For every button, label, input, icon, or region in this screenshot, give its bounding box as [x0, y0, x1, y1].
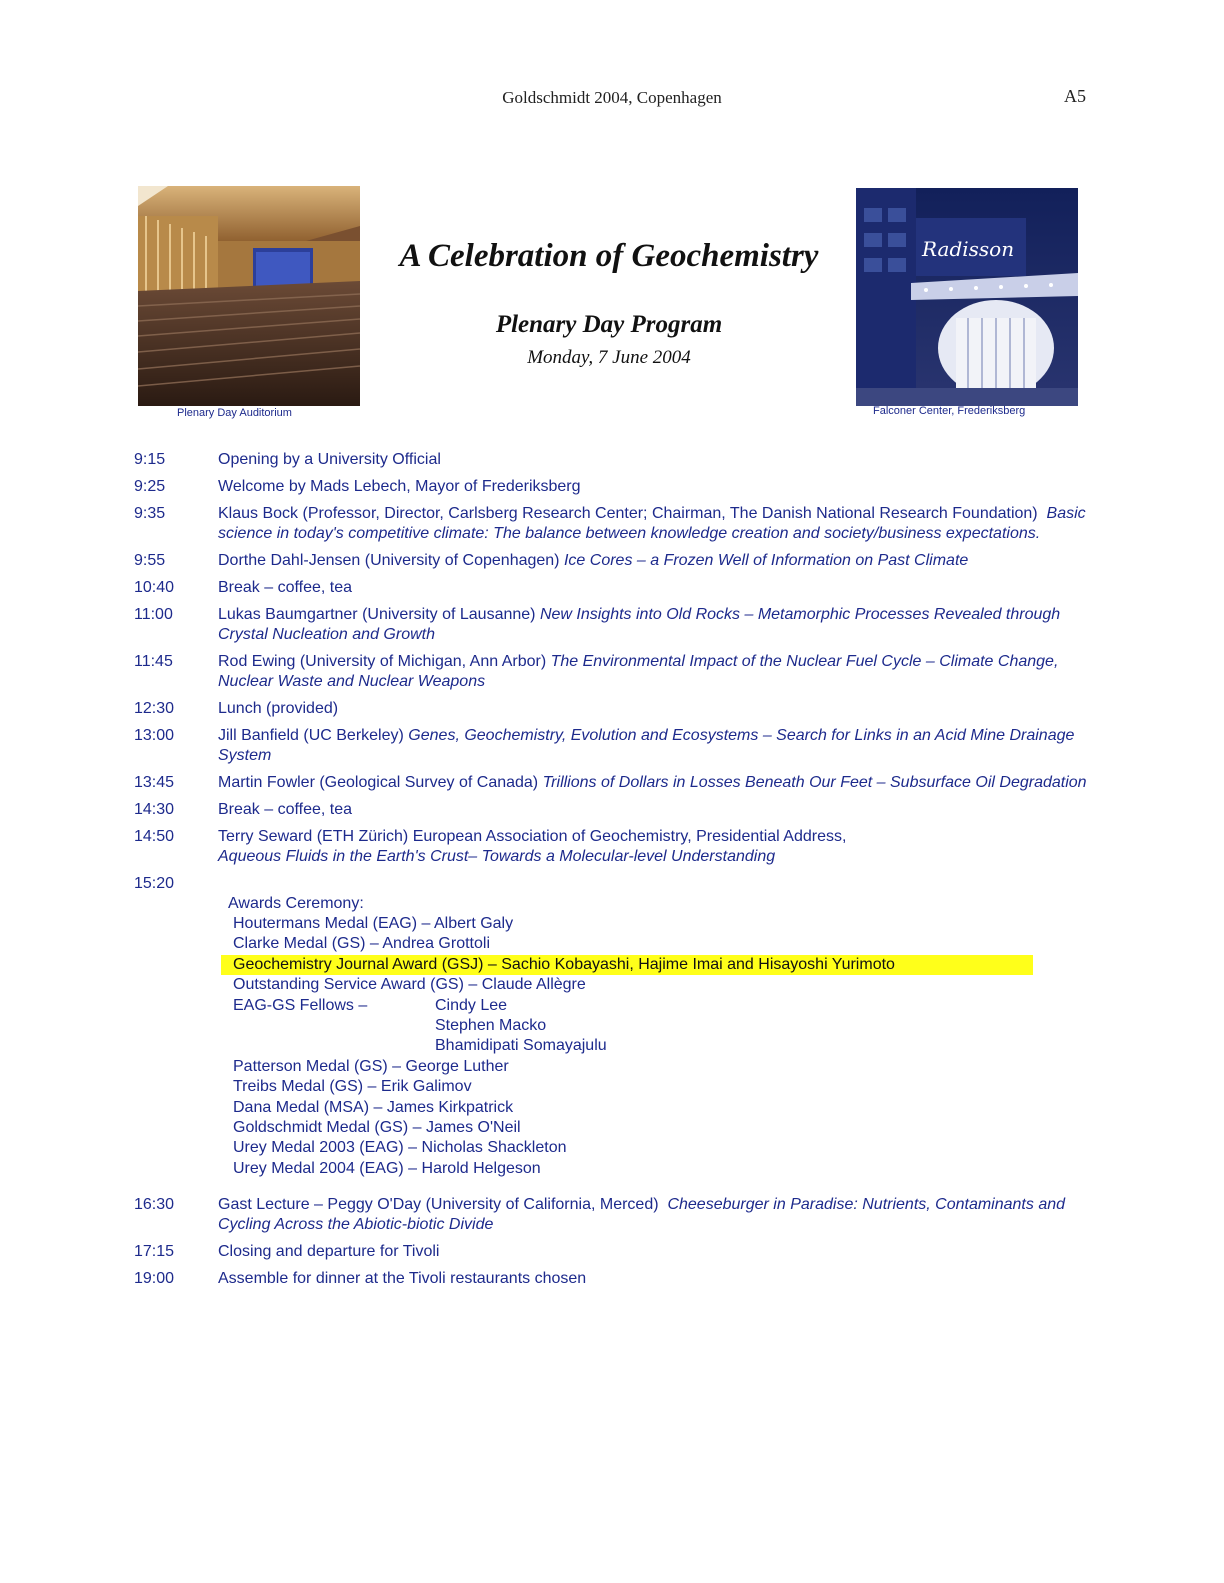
title-block	[360, 238, 858, 369]
speaker: Closing and departure for Tivoli	[218, 1243, 440, 1261]
speaker: Klaus Bock (Professor, Director, Carlsberg Research Center; Chairman, The Danish National Research Foundation)	[218, 505, 1038, 522]
fellow-name: Bhamidipati Somayajulu	[435, 1037, 607, 1055]
radisson-sign: Radisson	[922, 237, 1015, 261]
time: 14:50	[134, 828, 175, 845]
award-item: Outstanding Service Award (GS) – Claude Allègre	[233, 976, 586, 994]
schedule-row	[134, 578, 1094, 598]
schedule-row	[134, 800, 1094, 820]
time: 9:25	[134, 478, 166, 495]
awards-heading: Awards Ceremony:	[228, 895, 364, 912]
schedule-row	[134, 504, 1094, 544]
talk-title: Trillions of Dollars in Losses Beneath Our Feet – Subsurface Oil Degradation	[542, 774, 1087, 791]
speaker: Terry Seward (ETH Zürich) European Association of Geochemistry, Presidential Address,	[218, 828, 847, 845]
talk-title: Cheeseburger in Paradise: Nutrients, Contaminants and Cycling Across the Abiotic-biotic Divide	[218, 1196, 1066, 1234]
speaker: Rod Ewing (University of Michigan, Ann Arbor)	[218, 653, 547, 670]
time: 13:45	[134, 774, 175, 791]
awards-list	[218, 894, 1094, 1179]
speaker: Jill Banfield (UC Berkeley)	[218, 727, 404, 744]
awards-row	[134, 874, 1094, 1179]
running-header: Goldschmidt 2004, Copenhagen	[502, 88, 722, 107]
auditorium-caption: Plenary Day Auditorium	[177, 407, 292, 419]
speaker: Martin Fowler (Geological Survey of Canada)	[218, 774, 539, 791]
schedule-row	[134, 551, 1094, 571]
fellows-label: EAG-GS Fellows –	[233, 996, 368, 1014]
highlighted-award: Geochemistry Journal Award (GSJ) – Sachio Kobayashi, Hajime Imai and Hisayoshi Yurimoto	[221, 955, 1033, 975]
award-item: Dana Medal (MSA) – James Kirkpatrick	[233, 1098, 514, 1116]
time: 14:30	[134, 801, 175, 818]
schedule-row	[134, 699, 1094, 719]
schedule-row	[134, 450, 1094, 470]
time: 11:45	[134, 653, 173, 670]
award-item: Clarke Medal (GS) – Andrea Grottoli	[233, 935, 490, 953]
time: 12:30	[134, 700, 175, 717]
speaker: Break – coffee, tea	[218, 579, 353, 596]
talk-title: The Environmental Impact of the Nuclear Fuel Cycle – Climate Change, Nuclear Waste and Nuclear Weapons	[218, 653, 1059, 690]
award-item: Houtermans Medal (EAG) – Albert Galy	[233, 915, 514, 932]
falconer-caption: Falconer Center, Frederiksberg	[873, 405, 1026, 417]
award-item: Treibs Medal (GS) – Erik Galimov	[233, 1078, 472, 1096]
schedule-row	[134, 1242, 1094, 1262]
main-title: A Celebration of Geochemistry	[399, 238, 819, 274]
time: 9:15	[134, 451, 166, 468]
page-number: A5	[1064, 86, 1086, 106]
time: 16:30	[134, 1196, 175, 1214]
program-schedule	[134, 450, 1094, 1296]
schedule-row	[134, 1269, 1094, 1289]
fellow-name: Cindy Lee	[435, 996, 508, 1014]
talk-title: Basic science in today's competitive climate: The balance between knowledge creation and society/business expectations.	[218, 505, 1086, 542]
schedule-row	[134, 605, 1094, 645]
speaker: Break – coffee, tea	[218, 801, 353, 818]
falconer-center-photo	[856, 188, 1078, 406]
award-item: Urey Medal 2003 (EAG) – Nicholas Shackleton	[233, 1139, 567, 1157]
speaker: Lukas Baumgartner (University of Lausanne)	[218, 606, 536, 623]
schedule-row	[134, 773, 1094, 793]
speaker: Welcome by Mads Lebech, Mayor of Frederiksberg	[218, 478, 581, 495]
award-item: Patterson Medal (GS) – George Luther	[233, 1057, 509, 1075]
time: 15:20	[134, 875, 175, 892]
speaker: Assemble for dinner at the Tivoli restaurants chosen	[218, 1270, 587, 1288]
schedule-row	[134, 477, 1094, 497]
time: 9:55	[134, 552, 166, 569]
schedule-row	[134, 827, 1094, 867]
fellow-name: Stephen Macko	[435, 1017, 547, 1035]
speaker: Gast Lecture – Peggy O'Day (University of California, Merced)	[218, 1196, 659, 1214]
talk-title: Genes, Geochemistry, Evolution and Ecosystems – Search for Links in an Acid Mine Drainage System	[218, 727, 1075, 764]
award-item: Goldschmidt Medal (GS) – James O'Neil	[233, 1119, 521, 1137]
talk-title: Aqueous Fluids in the Earth's Crust– Towards a Molecular-level Understanding	[218, 848, 776, 865]
fellows-group	[233, 996, 1094, 1057]
time: 19:00	[134, 1270, 175, 1288]
talk-title: Ice Cores – a Frozen Well of Information on Past Climate	[563, 552, 969, 569]
schedule-row	[134, 726, 1094, 766]
speaker: Opening by a University Official	[218, 451, 441, 468]
schedule-row	[134, 652, 1094, 692]
sub-title: Plenary Day Program	[495, 311, 723, 338]
speaker: Lunch (provided)	[218, 700, 339, 717]
time: 9:35	[134, 505, 166, 522]
time: 10:40	[134, 579, 175, 596]
speaker: Dorthe Dahl-Jensen (University of Copenhagen)	[218, 552, 560, 569]
award-item: Urey Medal 2004 (EAG) – Harold Helgeson	[233, 1159, 541, 1177]
time: 17:15	[134, 1243, 175, 1261]
date-line: Monday, 7 June 2004	[527, 347, 691, 368]
time: 11:00	[134, 606, 173, 623]
time: 13:00	[134, 727, 175, 744]
schedule-row	[134, 1195, 1094, 1235]
talk-title: New Insights into Old Rocks – Metamorphic Processes Revealed through Crystal Nucleation and Growth	[218, 606, 1061, 643]
auditorium-photo	[138, 186, 360, 406]
